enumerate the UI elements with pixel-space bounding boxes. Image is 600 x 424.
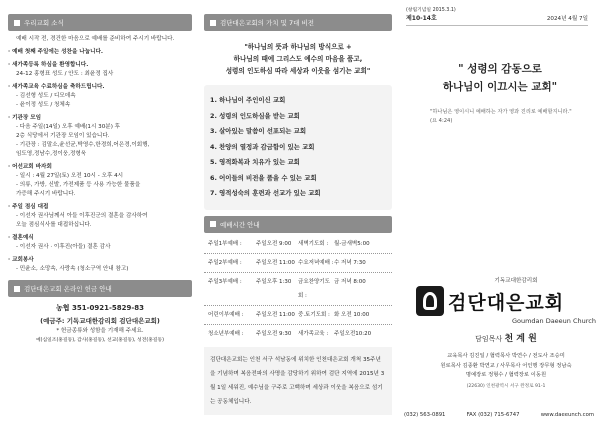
square-bullet-icon	[14, 20, 20, 26]
worship-cell: 어린이부예배 :	[208, 311, 244, 318]
verse-reference: (요 4:24)	[430, 118, 453, 124]
worship-cell: 월-금새벽5:00	[334, 240, 370, 247]
news-item-title: · 기관장 모임	[8, 115, 42, 121]
worship-cell: 청소년부예배 :	[208, 330, 244, 337]
worship-row	[204, 308, 392, 322]
church-name: 검단대은교회	[448, 291, 565, 314]
bank-account: 농협 351-0921-5829-83	[56, 304, 144, 312]
worship-cell: 수 저녁 7:30	[334, 259, 366, 266]
pastor-title: 담임목사	[475, 335, 503, 343]
vision-item: 7. 영적성숙의 훈련과 선교가 있는 교회	[210, 189, 321, 197]
worship-cell: 주일오전 11:00	[256, 311, 295, 318]
staff-line: 교육목사 김진일 / 협력목사 박연수 / 전도사 조승미	[447, 353, 565, 359]
verse-text: "하나님은 영이시니 예배하는 자가 영과 진리로 예배할지니라."	[430, 109, 572, 115]
worship-header	[204, 216, 392, 233]
vision-item: 2. 성령의 인도하심을 받는 교회	[210, 111, 300, 120]
phone: (032) 563-0891	[404, 412, 446, 418]
worship-row	[204, 256, 392, 270]
news-item-title: · 결혼예식	[8, 235, 34, 241]
news-item-line: 임도영,정남수,정이웅,정형욱	[16, 151, 87, 157]
senior-pastor	[416, 331, 596, 344]
banner-line: 성령의 인도하심 따라 세상과 이웃을 섬기는 교회"	[225, 67, 371, 75]
vision-item: 3. 살아있는 말씀이 선포되는 교회	[210, 127, 307, 135]
news-item-title: · 새가족등록 하심을 환영합니다.	[8, 62, 89, 68]
pastor-name: 천 계 원	[504, 334, 537, 344]
staff-list	[416, 352, 596, 381]
worship-cell: 주일3부예배 :	[208, 278, 242, 285]
vision-item: 6. 어이들의 비전을 품을 수 있는 교회	[210, 173, 317, 182]
worship-row	[204, 237, 392, 251]
worship-cell: 주일오전 9:00	[256, 240, 292, 247]
row-divider	[204, 253, 392, 254]
vision-item: 4. 찬양의 열정과 감금함이 있는 교회	[210, 142, 315, 151]
news-item-line: - 기관장 : 김말소,윤선균,박영수,한경희,어은경,이회행,	[16, 142, 150, 148]
church-description: 검단대은교회는 인천 서구 석남동에 위치한 인천대은교회 개척 35주년을 기념하며 복음전파의 사명을 감당하기 위하여 검단 지역에 2015년 3월 1일 세워진, 예수님을 구주로 고백하며 세상과 이웃을 복음으로 섬기는 공동체입니다.	[204, 347, 392, 415]
staff-line: 원로목사 김종환 박연교 / 사무목사 어인행 장무형 정남숙	[440, 362, 572, 369]
square-bullet-icon	[210, 20, 216, 26]
divider	[406, 25, 588, 26]
row-divider	[204, 272, 392, 273]
issue-number: 제10-14호	[406, 15, 437, 22]
vision-title: 검단대은교회의 가치 및 7대 비전	[220, 19, 315, 27]
worship-cell: 금 저녁 8:00	[334, 278, 366, 285]
worship-cell: 주일오후 1:30	[256, 278, 292, 285]
news-item	[8, 234, 192, 252]
news-item	[8, 163, 192, 199]
news-item-line: 2층 식당에서 기관장 모임이 있습니다.	[16, 133, 110, 139]
left-column	[0, 0, 198, 424]
church-address: (22630) 인천광역시 서구 완정로 91-1	[466, 383, 546, 389]
worship-title: 예배시간 안내	[220, 220, 260, 229]
worship-cell: 주일오전10:20	[334, 330, 372, 337]
news-item-title: · 교회봉사	[8, 257, 34, 263]
worship-schedule	[204, 237, 392, 341]
vision-list	[204, 85, 392, 210]
news-item-title: · 어선교회 바자회	[8, 164, 52, 170]
church-news-header	[8, 14, 192, 31]
church-news-title: 우리교회 소식	[24, 19, 64, 27]
contact-info	[404, 412, 594, 418]
church-logo-block	[416, 276, 596, 389]
news-item-line: 오늘 점심식사를 대접하십니다.	[16, 222, 92, 228]
issue-date: 2024년 4월 7일	[546, 16, 588, 22]
banner-line: "하나님의 뜻과 하나님의 방식으로 +	[244, 43, 352, 51]
news-item-title: · 예배 첫째 주일에는 성찬을 나눕니다.	[8, 49, 104, 55]
vision-banner	[204, 41, 392, 77]
slogan-line: 하나님이 이끄시는 교회"	[442, 81, 558, 93]
square-bullet-icon	[14, 286, 20, 292]
news-item-line: 24-12 홍형표 성도 / 안도 : 최윤정 집사	[16, 71, 114, 77]
worship-cell: 주일오전 11:00	[256, 259, 295, 266]
online-offering-title: 검단대은교회 온라인 헌금 안내	[24, 285, 112, 293]
vision-item: 5. 영적화복과 치유가 있는 교회	[210, 158, 300, 166]
online-offering-header	[8, 280, 192, 297]
scripture-verse	[406, 108, 594, 126]
worship-cell: 수요저녁예배 :	[298, 259, 334, 266]
news-item-line: - 윤이정 성도 / 청체속	[16, 102, 71, 108]
news-item	[8, 83, 192, 110]
vision-item: 1. 하나님이 주인이신 교회	[210, 96, 286, 104]
worship-row	[204, 327, 392, 341]
worship-cell: 주일오전 9:30	[256, 330, 292, 337]
news-item-line: - 다음 주일(14일) 오후 예배(1시 30분) 후	[16, 124, 121, 130]
news-item-line: - 김선형 성도 / 디모데속	[16, 93, 76, 99]
news-item	[8, 114, 192, 159]
founding-date: (창립기념일 2015.3.1)	[406, 8, 456, 13]
worship-cell: 새가족교육 :	[298, 330, 329, 337]
slogan-line: " 성령의 감동으로	[458, 63, 542, 75]
news-item-line: 가증해 주시기 바랍니다.	[16, 191, 76, 197]
middle-column	[198, 0, 398, 424]
right-column	[398, 0, 600, 424]
worship-row	[204, 275, 392, 303]
church-english-name: Goumdan Daeeun Church	[511, 317, 596, 325]
banner-line: 하나님의 때에 그리스도 예수의 마음을 품고,	[233, 55, 363, 63]
website-link[interactable]: www.daeeunch.com	[540, 412, 594, 418]
news-item	[8, 256, 192, 274]
church-slogan	[406, 60, 594, 96]
denomination: 기독교대한감리회	[494, 278, 538, 284]
worship-cell: 중.토기도회 :	[298, 311, 330, 318]
news-item-title: · 주일 점심 대접	[8, 204, 49, 210]
row-divider	[204, 305, 392, 306]
vision-header	[204, 14, 392, 31]
worship-cell: 화 오전 10:00	[334, 311, 370, 318]
news-item-line: - 이선자 권사 · 이후진(아들) 결혼 감사	[16, 244, 111, 250]
staff-line: 명예장로 정형수 / 협력장로 이동원	[465, 372, 547, 378]
news-item-line: - 민윤소, 소망속, 사랑속 (청소구역 안내 참고)	[16, 266, 129, 272]
worship-cell: 주일1부예배 :	[208, 240, 242, 247]
worship-cell: 주일2부예배 :	[208, 259, 242, 266]
news-intro: 예배 시작 전, 경건한 마음으로 예배를 준비하여 주시기 바랍니다.	[16, 36, 175, 42]
issue-meta	[406, 6, 594, 22]
offering-example: 예)십일조(홍길동), 감사(홍길동), 선교(홍길동), 성전(홍길동)	[36, 338, 164, 343]
fax: FAX (032) 715-6747	[466, 412, 520, 418]
news-list	[8, 48, 192, 274]
row-divider	[204, 324, 392, 325]
square-bullet-icon	[210, 221, 216, 227]
worship-cell: 새벽기도회 :	[298, 240, 329, 247]
news-item-title: · 새가족교육 수료하심을 축하드립니다.	[8, 84, 105, 90]
church-logo-icon	[416, 286, 444, 316]
account-holder: (예금주: 기독교대한감리회 검단대은교회)	[40, 317, 160, 325]
news-item	[8, 203, 192, 230]
news-item-line: - 이선자 권사님께서 아들 이후진군의 결혼을 감사하여	[16, 213, 148, 219]
news-item	[8, 61, 192, 79]
offering-note: * 헌금종류와 성함을 기재해 주세요.	[56, 328, 144, 334]
news-item	[8, 48, 192, 57]
news-item-line: - 의류, 가방, 신발, 가전제품 등 사용 가능한 물품을	[16, 182, 141, 188]
worship-cell: 금요찬양기도회 :	[298, 278, 330, 299]
news-item-line: - 일시 : 4월 27일(토) 오전 10시 - 오후 4시	[16, 173, 124, 179]
